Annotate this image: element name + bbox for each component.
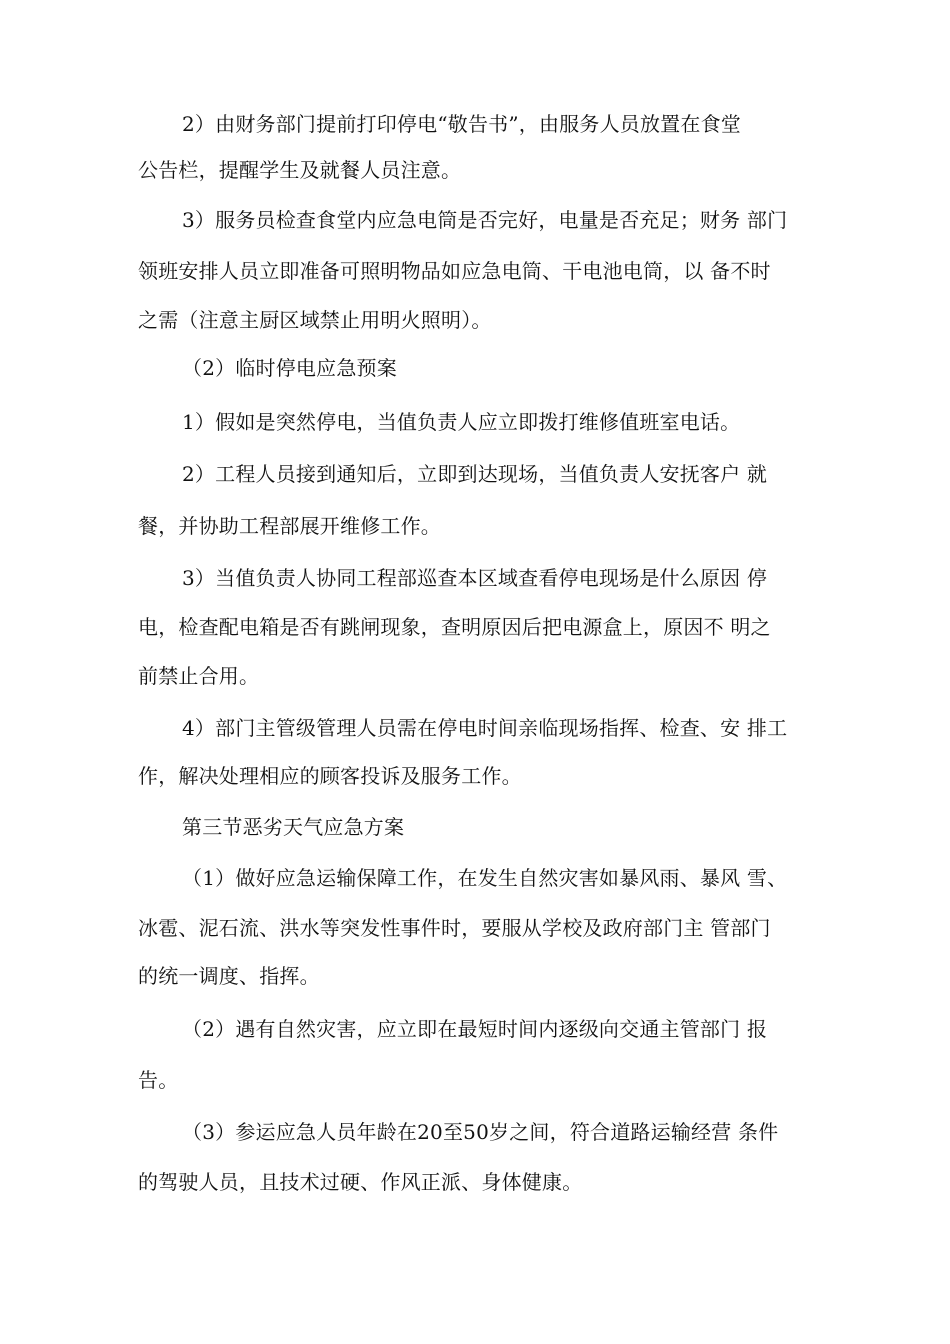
paragraph-line: 餐，并协助工程部展开维修工作。 [138,514,441,538]
paragraph-line: （2）遇有自然灾害，应立即在最短时间内逐级向交通主管部门 报 [182,1017,768,1041]
paragraph-line: 作，解决处理相应的顾客投诉及服务工作。 [138,764,522,788]
paragraph-line: 3）服务员检查食堂内应急电筒是否完好，电量是否充足；财务 部门 [182,208,788,232]
paragraph-line: 前禁止合用。 [138,664,260,688]
section-subheading: （2）临时停电应急预案 [182,356,397,380]
paragraph-line: 告。 [138,1068,179,1092]
paragraph-line: 的驾驶人员，且技术过硬、作风正派、身体健康。 [138,1170,583,1194]
paragraph-line: 冰雹、泥石流、洪水等突发性事件时，要服从学校及政府部门主 管部门 [138,916,771,940]
paragraph-line: 之需（注意主厨区域禁止用明火照明）。 [138,308,492,332]
paragraph-line: 2）由财务部门提前打印停电“敬告书”，由服务人员放置在食堂 [182,112,741,136]
paragraph-line: （1）做好应急运输保障工作，在发生自然灾害如暴风雨、暴风 雪、 [182,866,788,890]
section-heading: 第三节恶劣天气应急方案 [182,815,405,839]
paragraph-line: 领班安排人员立即准备可照明物品如应急电筒、干电池电筒，以 备不时 [138,259,771,283]
paragraph-line: 公告栏，提醒学生及就餐人员注意。 [138,158,462,182]
paragraph-line: 电，检查配电箱是否有跳闸现象，查明原因后把电源盒上，原因不 明之 [138,615,771,639]
paragraph-line: 2）工程人员接到通知后，立即到达现场，当值负责人安抚客户 就 [182,462,768,486]
paragraph-line: 4）部门主管级管理人员需在停电时间亲临现场指挥、检查、安 排工 [182,716,788,740]
paragraph-line: 的统一调度、指挥。 [138,964,320,988]
paragraph-line: 3）当值负责人协同工程部巡查本区域查看停电现场是什么原因 停 [182,566,768,590]
paragraph-line: 1）假如是突然停电，当值负责人应立即拨打维修值班室电话。 [182,410,741,434]
paragraph-line: （3）参运应急人员年龄在20至50岁之间，符合道路运输经营 条件 [182,1120,779,1144]
